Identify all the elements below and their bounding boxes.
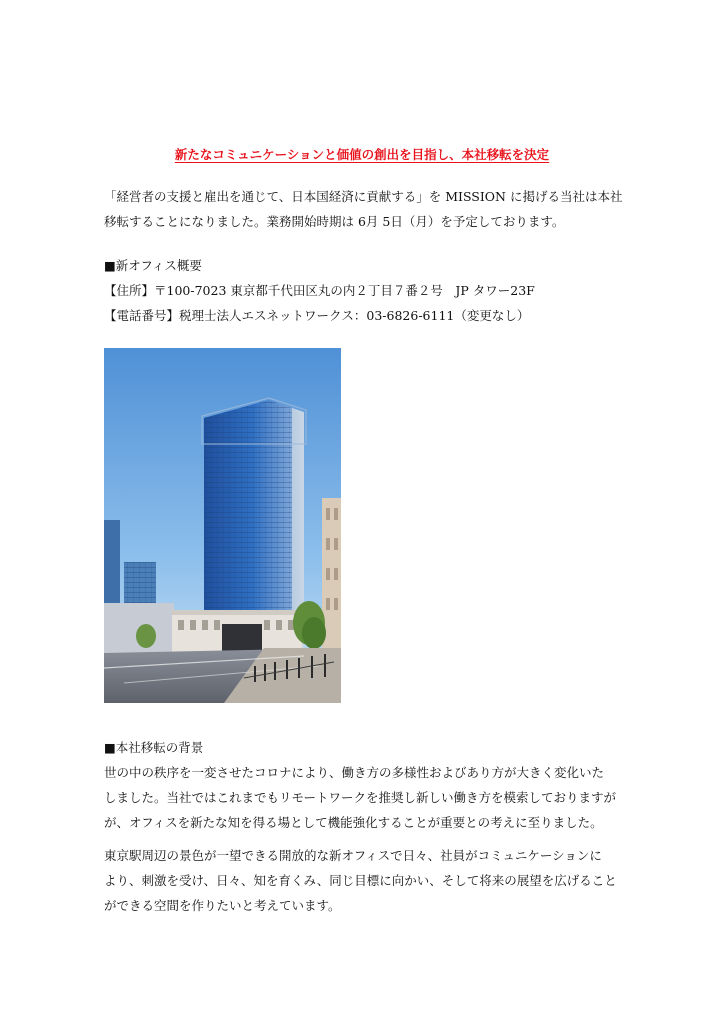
overview-heading: ■新オフィス概要 — [104, 258, 202, 273]
outlook-line: ができる空間を作りたいと考えています。 — [104, 898, 341, 913]
outlook-paragraph — [104, 843, 624, 918]
overview-address: 【住所】〒100-7023 東京都千代田区丸の内２丁目７番２号 JP タワー23F — [104, 283, 535, 298]
intro-line: 移転することになりました。業務開始時期は 6月 5日（月）を予定しております。 — [104, 214, 565, 229]
headline: 新たなコミュニケーションと価値の創出を目指し、本社移転を決定 — [174, 147, 550, 162]
outlook-line: より、刺激を受け、日々、知を育くみ、同じ目標に向かい、そして将来の展望を広げること — [104, 873, 617, 888]
building-photo — [104, 348, 341, 703]
intro-line: 「経営者の支援と雇出を通じて、日本国経済に貢献する」を MISSION に掲げる当社は本社 — [104, 189, 623, 204]
background-line: 世の中の秩序を一変させたコロナにより、働き方の多様性およびあり方が大きく変化いた — [104, 765, 605, 780]
background-heading: ■本社移転の背景 — [104, 740, 204, 755]
intro-paragraph — [104, 184, 624, 234]
right-building — [322, 498, 341, 668]
outlook-line: 東京駅周辺の景色が一望できる開放的な新オフィスで日々、社員がコミュニケーションに — [104, 848, 602, 863]
background-section — [104, 735, 624, 835]
background-line: が、オフィスを新たな知を得る場として機能強化することが重要との考えに至りました。 — [104, 815, 603, 830]
office-overview — [104, 253, 624, 328]
overview-phone: 【電話番号】税理士法人エスネットワークス：03-6826-6111（変更なし） — [104, 308, 530, 323]
background-line: しました。当社ではこれまでもリモートワークを推奨し新しい働き方を模索しておりますが — [104, 790, 617, 805]
tree — [136, 624, 156, 648]
